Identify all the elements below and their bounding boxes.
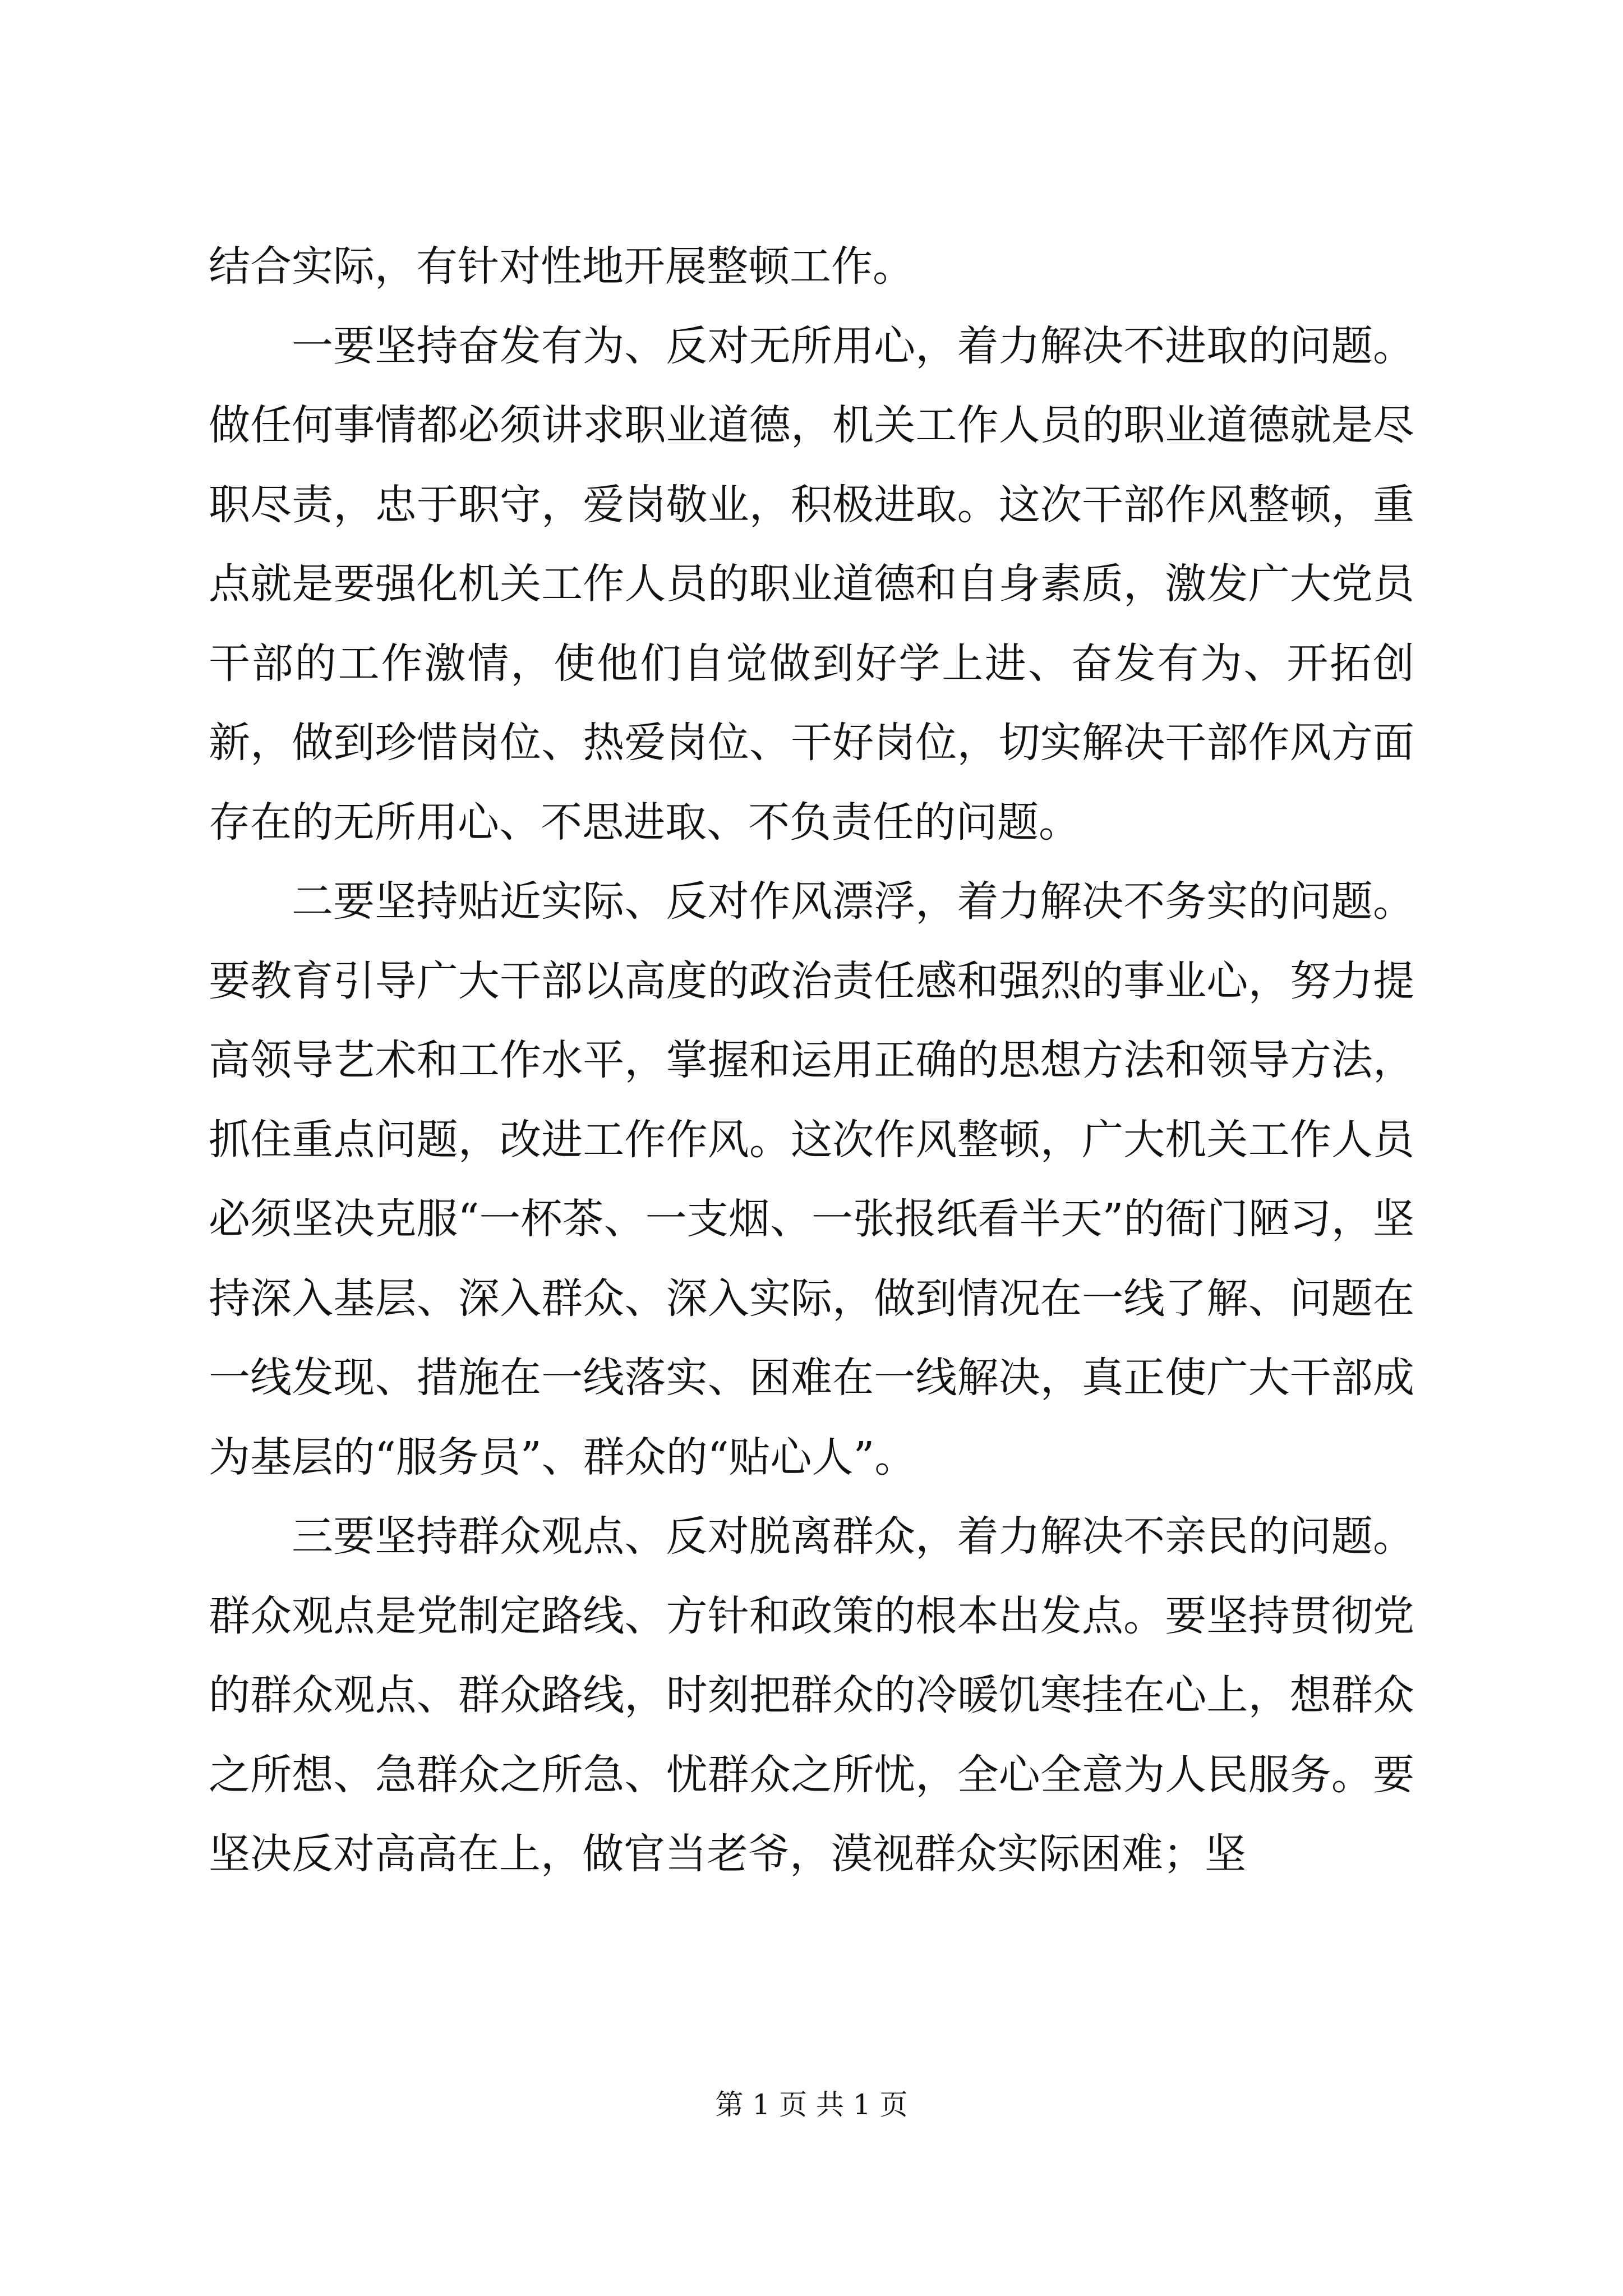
page-footer <box>0 2088 1623 2122</box>
paragraph-second-requirement: 二要坚持贴近实际、反对作风漂浮，着力解决不务实的问题。要教育引导广大干部以高度的政治责任感和强烈的事业心，努力提高领导艺术和工作水平，掌握和运用正确的思想方法和领导方法，抓住重点问题，改进工作作风。这次作风整顿，广大机关工作人员必须坚决克服“一杯茶、一支烟、一张报纸看半天”的衙门陋习，坚持深入基层、深入群众、深入实际，做到情况在一线了解、问题在一线发现、措施在一线落实、困难在一线解决，真正使广大干部成为基层的“服务员”、群众的“贴心人”。 <box>209 877 1414 1481</box>
page-number-label: 第 1 页 共 1 页 <box>715 2088 908 2121</box>
paragraph-first-requirement: 一要坚持奋发有为、反对无所用心，着力解决不进取的问题。做任何事情都必须讲求职业道德，机关工作人员的职业道德就是尽职尽责，忠于职守，爱岗敬业，积极进取。这次干部作风整顿，重点就是要强化机关工作人员的职业道德和自身素质，激发广大党员干部的工作激情，使他们自觉做到好学上进、奋发有为、开拓创新，做到珍惜岗位、热爱岗位、干好岗位，切实解决干部作风方面存在的无所用心、不思进取、不负责任的问题。 <box>209 321 1414 846</box>
paragraph-third-requirement: 三要坚持群众观点、反对脱离群众，着力解决不亲民的问题。群众观点是党制定路线、方针和政策的根本出发点。要坚持贯彻党的群众观点、群众路线，时刻把群众的冷暖饥寒挂在心上，想群众之所想、急群众之所急、忧群众之所忧，全心全意为人民服务。要坚决反对高高在上，做官当老爷，漠视群众实际困难；坚 <box>209 1512 1414 1878</box>
paragraph-continuation: 结合实际，有针对性地开展整顿工作。 <box>209 242 914 291</box>
document-body <box>209 227 1414 1894</box>
